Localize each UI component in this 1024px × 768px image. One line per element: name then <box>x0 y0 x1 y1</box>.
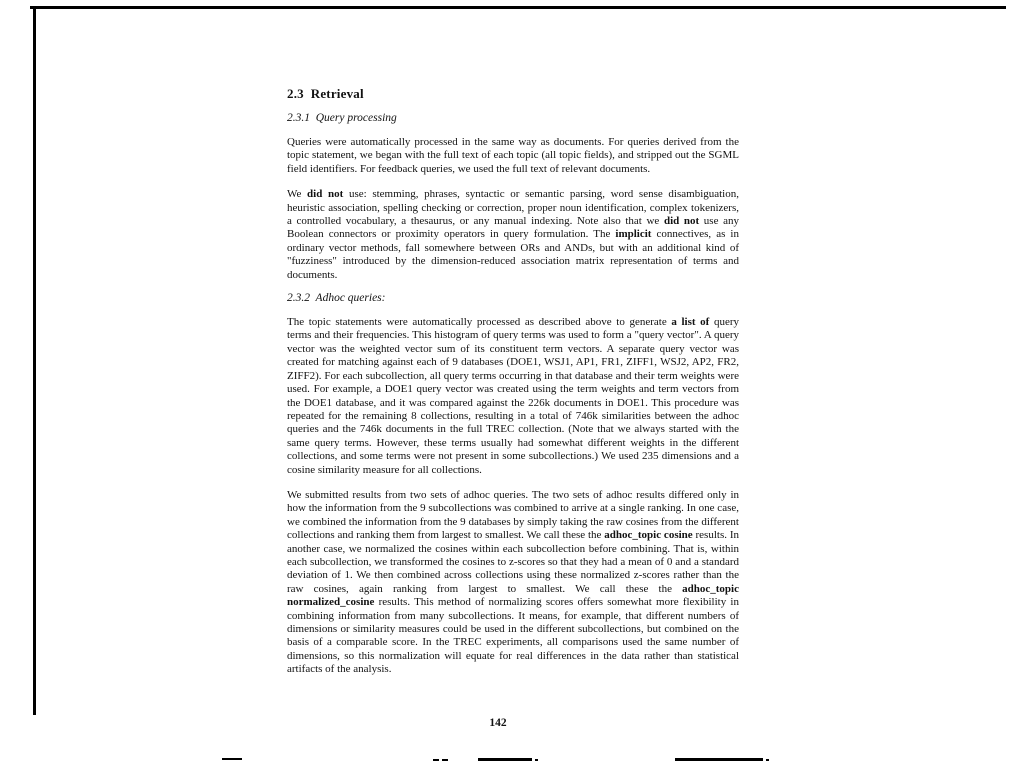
bold-text-segment: a list of <box>671 316 710 329</box>
page-number: 142 <box>489 717 507 729</box>
scan-artifact-mark <box>433 759 439 761</box>
scan-artifact-mark <box>222 758 242 760</box>
bold-text-segment: implicit <box>615 228 652 241</box>
subsections-container <box>287 112 739 677</box>
scan-artifact-mark <box>766 759 769 761</box>
text-segment: Queries were automatically processed in the same way as documents. For queries derived from the topic statement, we began with the full text of each topic (all topic fields), and stripped out the SGML field identifiers. For feedback queries, we used the full text of relevant documents. <box>287 136 739 175</box>
text-segment: The topic statements were automatically processed as described above to generate <box>287 316 672 329</box>
text-segment: use any Boolean connectors or proximity operators in query formulation. The <box>287 215 739 241</box>
text-segment: results. This method of normalizing scores offers somewhat more flexibility in combining information from many subcollections. It means, for example, that different numbers of dimensions or similarity measures could be used in the different subcollections, but combined on the basis of a comparable score. In the TREC experiments, all comparisons used the same number of dimensions, so this normalization will equate for real differences in the data rather than statistical artifacts of the analysis. <box>287 596 739 676</box>
bold-text-segment: did not <box>307 188 344 201</box>
subsection-heading: 2.3.1 Query processing <box>287 112 397 124</box>
scan-artifact-mark <box>675 758 763 761</box>
scan-artifact-mark <box>442 759 448 761</box>
paragraph <box>287 489 739 677</box>
text-segment: use: stemming, phrases, syntactic or semantic parsing, word sense disambiguation, heuristic association, spelling checking or correction, proper noun identification, complex tokenizers, a controlled vocabulary, a thesaurus, or any manual indexing. Note also that we <box>287 188 739 228</box>
scan-artifact-mark <box>535 759 538 761</box>
paragraph <box>287 188 739 282</box>
bold-text-segment: did not <box>663 215 700 228</box>
page-body-text <box>287 86 739 677</box>
text-segment: results. In another case, we normalized the cosines within each subcollection before combining. That is, within each subcollection, we transformed the cosines to z-scores so that they had a mean of 0 and a standard deviation of 1. We then combined across collections using these normalized z-scores rather than the raw cosines, again ranking from largest to smallest. We call these the <box>287 529 739 595</box>
text-segment: query terms and their frequencies. This histogram of query terms was used to form a "query vector". A query vector was the weighted vector sum of its constituent term vectors. A separate query vector was created for matching against each of 9 databases (DOE1, WSJ1, AP1, FR1, ZIFF1, WSJ2, AP2, FR2, ZIFF2). For each subcollection, all query terms occurring in that database and their term weights were used. For example, a DOE1 query vector was created using the term weights and term vectors from the DOE1 database, and it was compared against the 226k documents in DOE1. This procedure was repeated for the remaining 8 collections, resulting in a total of 746k similarities between the adhoc queries and the 746k documents in the full TREC collection. (Note that we always started with the same query terms. However, these terms usually had somewhat different weights in the different collections, and some terms were not present in some subcollections.) We used 235 dimensions and a cosine similarity measure for all collections. <box>287 316 739 476</box>
section-heading: 2.3 Retrieval <box>287 86 364 101</box>
scan-artifact-mark <box>478 758 532 761</box>
text-segment: We <box>287 188 308 201</box>
text-segment: We submitted results from two sets of adhoc queries. The two sets of adhoc results differed only in how the information from the 9 subcollections was combined to arrive at a single ranking. In one case, we combined the information from the 9 databases by simply taking the raw cosines from the different collections and ranking them from largest to smallest. We call these the <box>287 488 739 542</box>
bold-text-segment: adhoc_topic cosine <box>604 529 693 542</box>
paragraph <box>287 136 739 176</box>
paragraph <box>287 316 739 477</box>
bold-text-segment: adhoc_topic normalized_cosine <box>287 582 739 609</box>
scan-edge-top-line <box>30 6 1006 9</box>
subsection-heading: 2.3.2 Adhoc queries: <box>287 292 386 305</box>
scan-edge-left-line <box>33 6 36 715</box>
text-segment: connectives, as in ordinary vector methods, fall somewhere between ORs and ANDs, but with an additional kind of "fuzziness" introduced by the dimension-reduced association matrix representation of terms and documents. <box>287 228 739 281</box>
